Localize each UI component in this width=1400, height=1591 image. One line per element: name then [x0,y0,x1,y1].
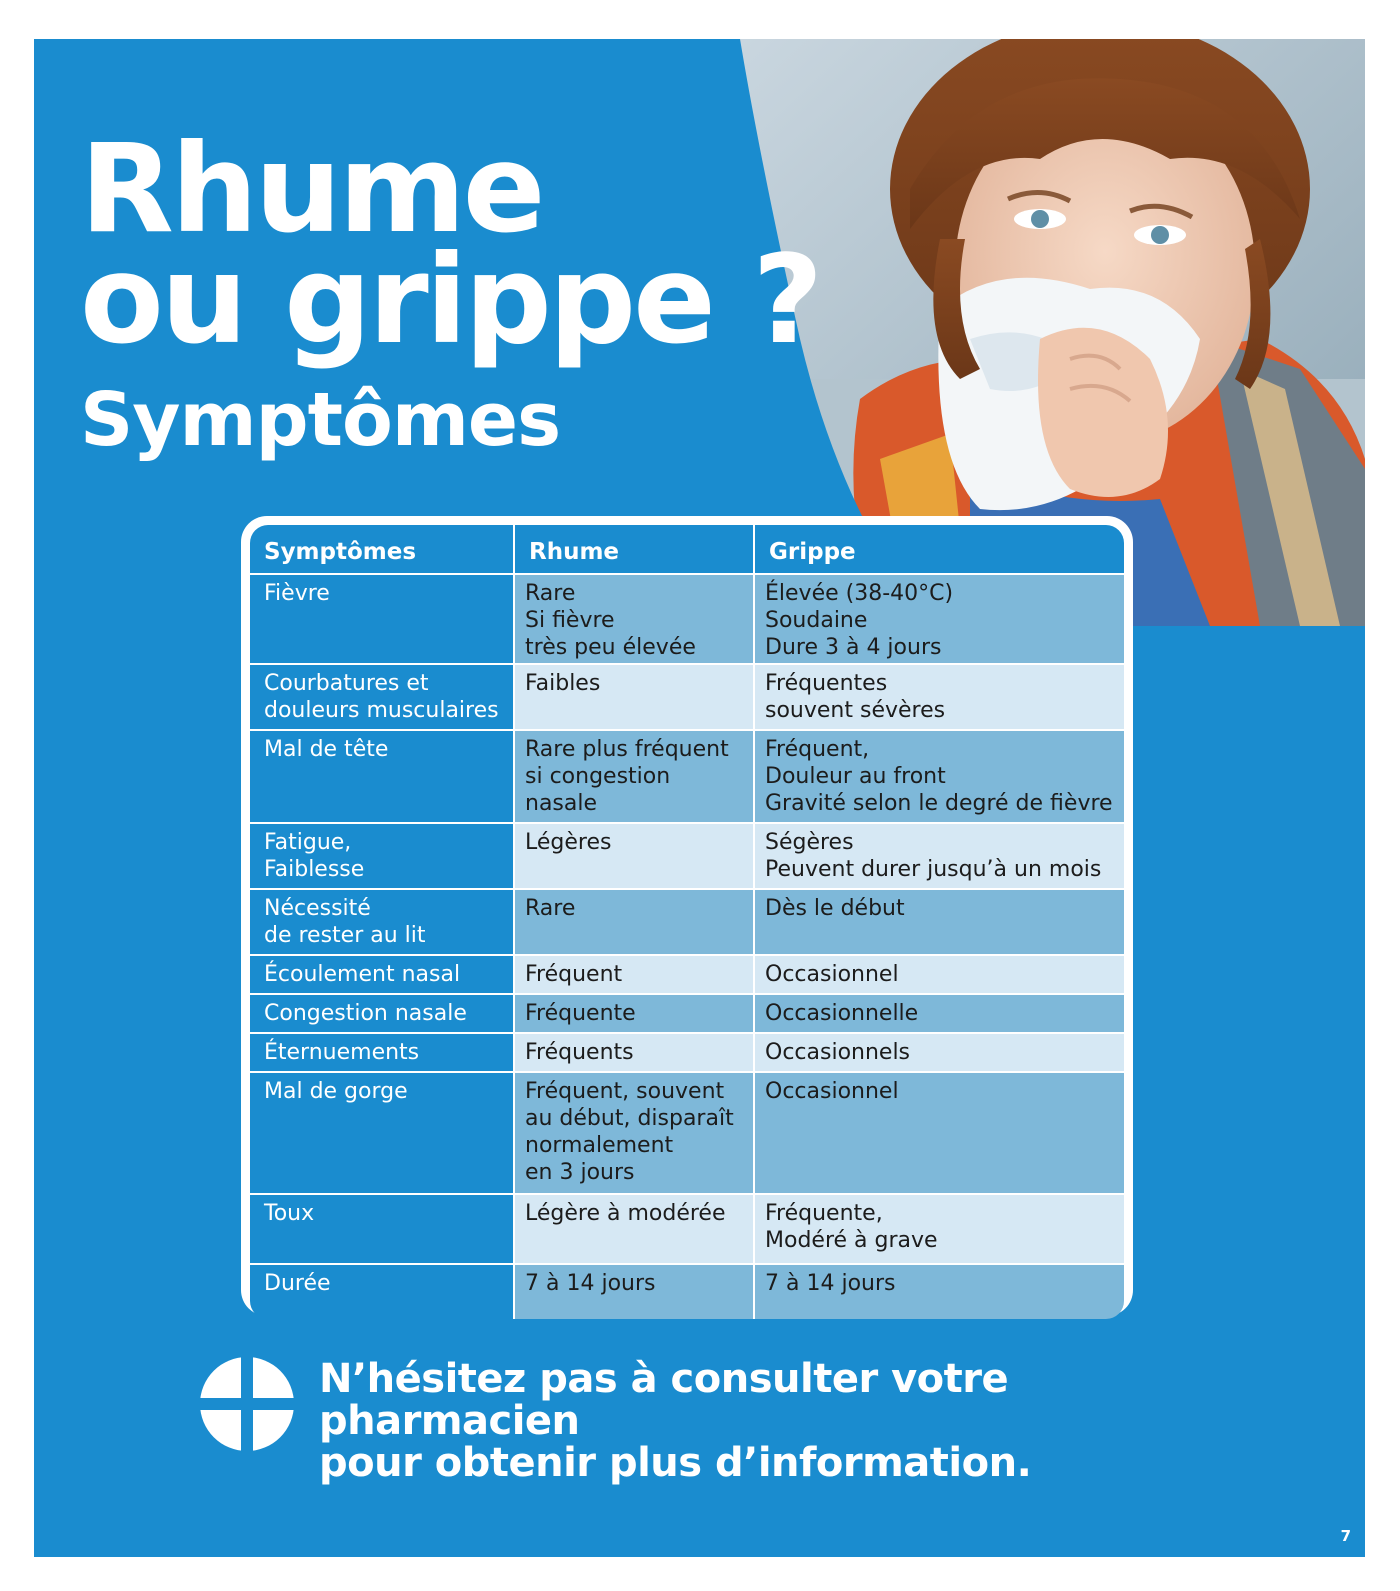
table-row [250,664,1124,730]
table-row [250,823,1124,889]
table-row [250,955,1124,994]
grippe-cell: 7 à 14 jours [754,1264,1124,1319]
title-line-1: Rhume [80,118,543,260]
grippe-cell: Occasionnelle [754,994,1124,1033]
grippe-cell: Élevée (38-40°C) Soudaine Dure 3 à 4 jours [754,574,1124,664]
symptom-cell: Mal de tête [250,730,514,823]
grippe-cell: Fréquentes souvent sévères [754,664,1124,730]
table-row [250,574,1124,664]
symptoms-table [250,525,1124,1319]
rhume-cell: Légères [514,823,754,889]
footer-callout [199,1354,1199,1486]
grippe-cell: Ségères Peuvent durer jusqu’à un mois [754,823,1124,889]
pharmacy-cross-icon [199,1356,295,1452]
table-row [250,1264,1124,1319]
header-grippe: Grippe [754,525,1124,574]
page-number: 7 [1340,1527,1351,1545]
header-symptomes: Symptômes [250,525,514,574]
grippe-cell: Fréquent, Douleur au front Gravité selon le degré de fièvre [754,730,1124,823]
symptom-cell: Éternuements [250,1033,514,1072]
page-subtitle: Symptômes [80,377,561,463]
rhume-cell: Fréquente [514,994,754,1033]
grippe-cell: Dès le début [754,889,1124,955]
footer-message: N’hésitez pas à consulter votre pharmacien pour obtenir plus d’information. [319,1356,1032,1486]
table-row [250,730,1124,823]
symptom-cell: Nécessité de rester au lit [250,889,514,955]
rhume-cell: Fréquent [514,955,754,994]
rhume-cell: Fréquents [514,1033,754,1072]
rhume-cell: 7 à 14 jours [514,1264,754,1319]
page-panel [34,39,1365,1557]
grippe-cell: Occasionnel [754,1072,1124,1194]
title-line-2: ou grippe ? [80,229,821,371]
symptom-cell: Mal de gorge [250,1072,514,1194]
rhume-cell: Rare Si fièvre très peu élevée [514,574,754,664]
page-title [80,118,821,371]
symptom-cell: Fièvre [250,574,514,664]
rhume-cell: Rare [514,889,754,955]
rhume-cell: Fréquent, souvent au début, disparaît normalement en 3 jours [514,1072,754,1194]
table-row [250,1072,1124,1194]
table-row [250,889,1124,955]
symptom-cell: Courbatures et douleurs musculaires [250,664,514,730]
grippe-cell: Occasionnels [754,1033,1124,1072]
table-header-row [250,525,1124,574]
grippe-cell: Fréquente, Modéré à grave [754,1194,1124,1264]
rhume-cell: Rare plus fréquent si congestion nasale [514,730,754,823]
symptoms-table-frame [241,516,1133,1316]
table-row [250,1033,1124,1072]
symptom-cell: Durée [250,1264,514,1319]
table-row [250,1194,1124,1264]
grippe-cell: Occasionnel [754,955,1124,994]
symptom-cell: Écoulement nasal [250,955,514,994]
symptom-cell: Toux [250,1194,514,1264]
header-rhume: Rhume [514,525,754,574]
symptom-cell: Fatigue, Faiblesse [250,823,514,889]
rhume-cell: Faibles [514,664,754,730]
table-row [250,994,1124,1033]
rhume-cell: Légère à modérée [514,1194,754,1264]
symptom-cell: Congestion nasale [250,994,514,1033]
